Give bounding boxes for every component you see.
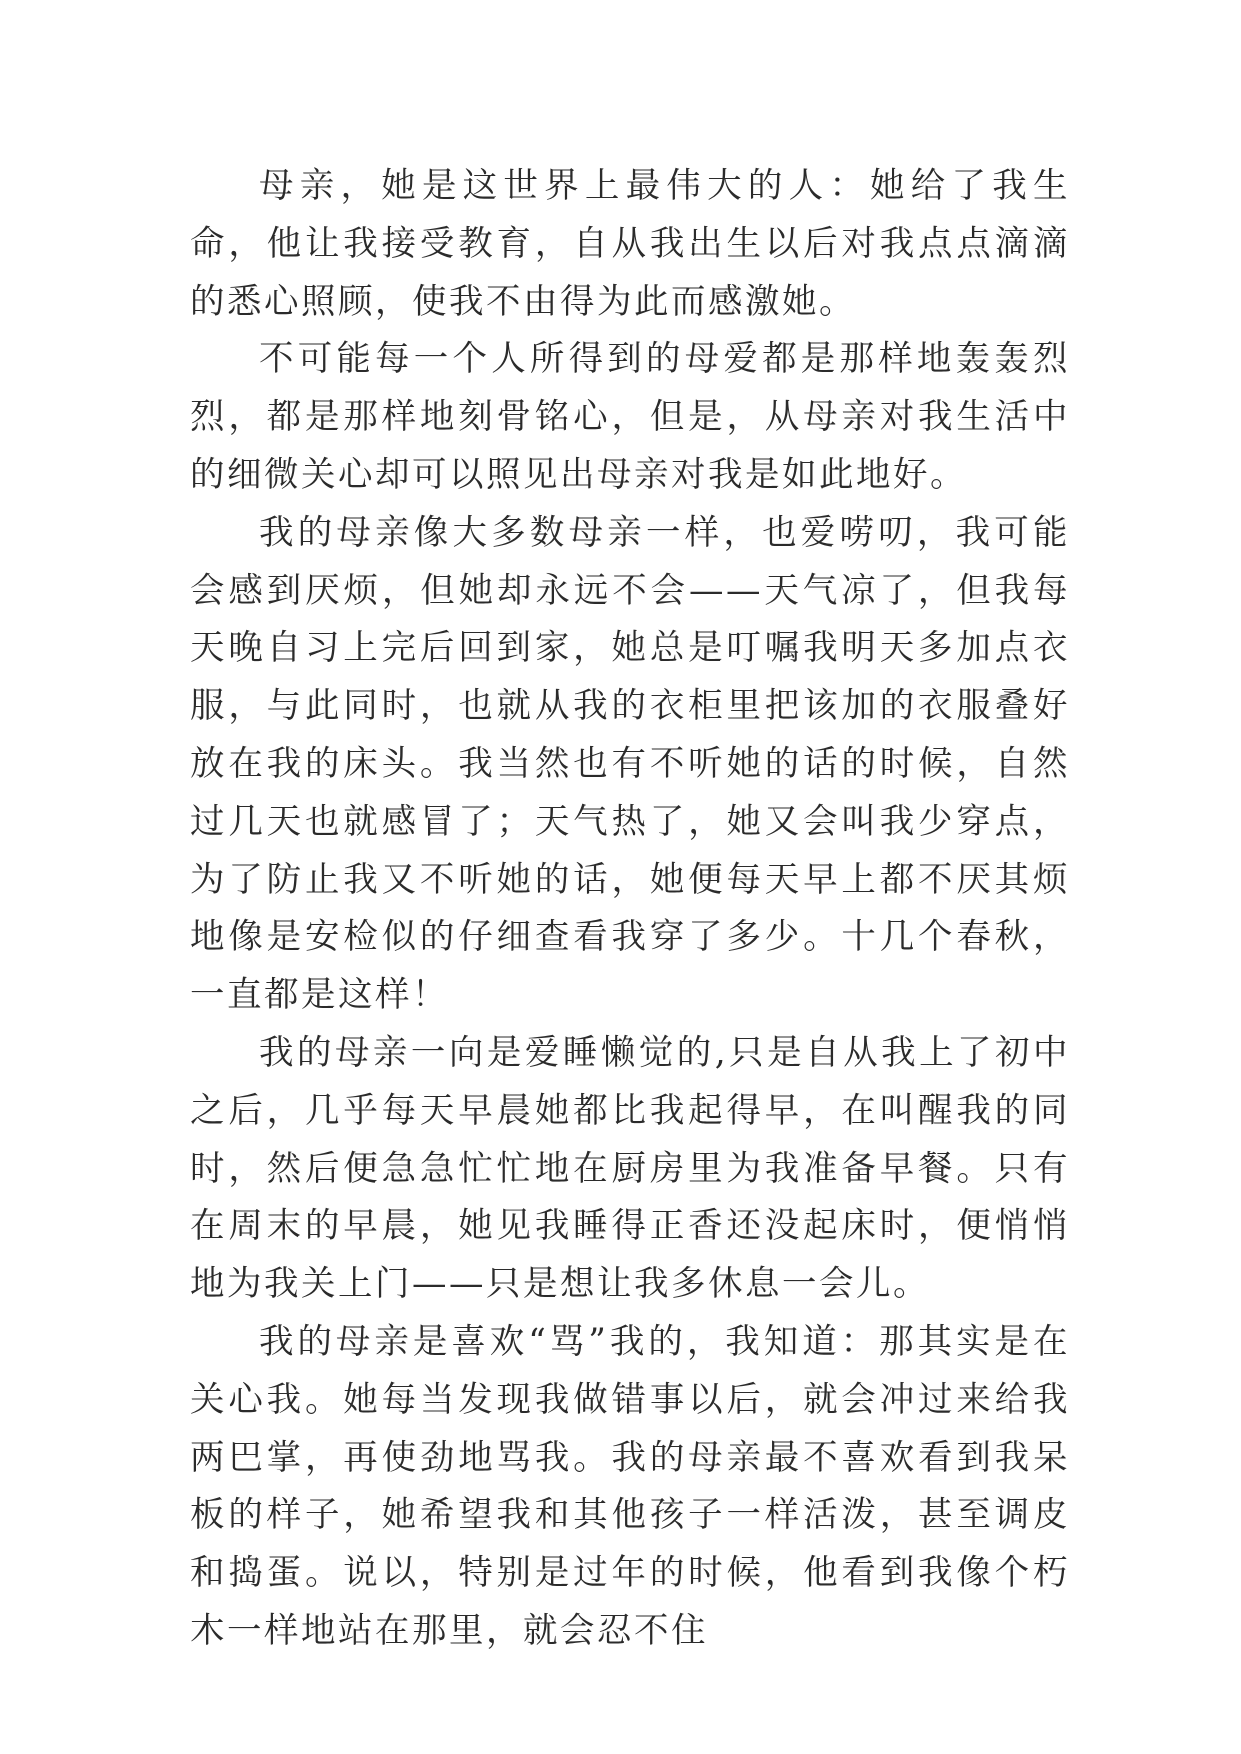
paragraph: 我的母亲一向是爱睡懒觉的,只是自从我上了初中之后，几乎每天早晨她都比我起得早，在叫醒我的同时，然后便急急忙忙地在厨房里为我准备早餐。只有在周末的早晨，她见我睡得正香还没起床时，便悄悄地为我关上门——只是想让我多休息一会儿。 (190, 1032, 1070, 1305)
paragraph: 我的母亲像大多数母亲一样，也爱唠叨，我可能会感到厌烦，但她却永远不会——天气凉了，但我每天晚自习上完后回到家，她总是叮嘱我明天多加点衣服，与此同时，也就从我的衣柜里把该加的衣服叠好放在我的床头。我当然也有不听她的话的时候，自然过几天也就感冒了；天气热了，她又会叫我少穿点，为了防止我又不听她的话，她便每天早上都不厌其烦地像是安检似的仔细查看我穿了多少。十几个春秋，一直都是这样！ (190, 512, 1070, 1016)
document-body (190, 158, 1070, 1661)
paragraph: 不可能每一个人所得到的母爱都是那样地轰轰烈烈，都是那样地刻骨铭心，但是，从母亲对我生活中的细微关心却可以照见出母亲对我是如此地好。 (190, 339, 1070, 495)
paragraph: 我的母亲是喜欢“骂”我的，我知道：那其实是在关心我。她每当发现我做错事以后，就会冲过来给我两巴掌，再使劲地骂我。我的母亲最不喜欢看到我呆板的样子，她希望我和其他孩子一样活泼，甚至调皮和捣蛋。说以，特别是过年的时候，他看到我像个朽木一样地站在那里，就会忍不住 (190, 1321, 1070, 1651)
paragraph: 母亲，她是这世界上最伟大的人：她给了我生命，他让我接受教育，自从我出生以后对我点点滴滴的悉心照顾，使我不由得为此而感激她。 (190, 166, 1070, 322)
